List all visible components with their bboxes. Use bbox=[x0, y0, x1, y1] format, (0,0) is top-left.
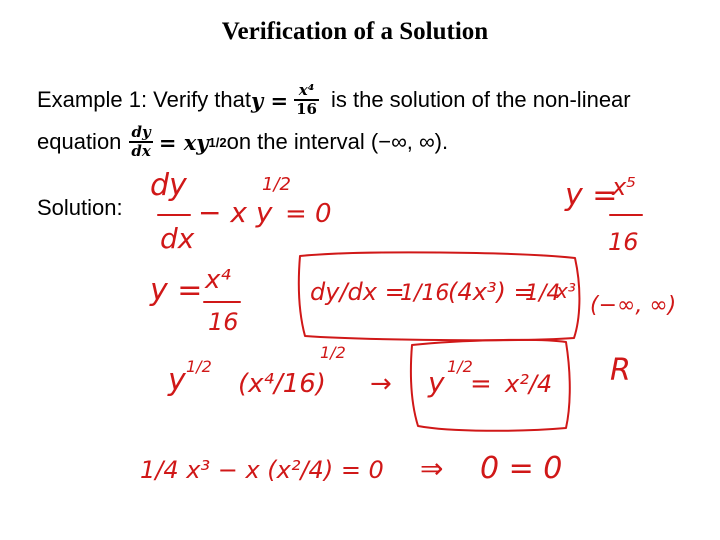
hw-four-x3: (4x³) = bbox=[448, 278, 534, 306]
dx-denominator: dx bbox=[131, 142, 151, 160]
hw-x4: x⁴ bbox=[205, 265, 231, 295]
hw-eq-zero-1: = 0 bbox=[285, 199, 332, 229]
hw-x3: x³ bbox=[556, 279, 576, 303]
fraction-numerator: x⁴ bbox=[298, 81, 315, 99]
slide-title: Verification of a Solution bbox=[221, 18, 489, 45]
example-prefix: Example 1: Verify that bbox=[37, 87, 251, 112]
hw-right-16: 16 bbox=[608, 228, 639, 256]
hw-dy-dx-eq: dy/dx = bbox=[310, 278, 405, 306]
hw-arrow-1: → bbox=[370, 369, 392, 399]
hw-implies: ⇒ bbox=[420, 452, 444, 485]
eq-y: y = bbox=[251, 87, 289, 113]
dy-numerator: dy bbox=[131, 123, 151, 141]
hw-interval: (−∞, ∞) bbox=[590, 293, 677, 318]
hw-half-1: 1/2 bbox=[262, 174, 291, 195]
hw-y-eq: y = bbox=[150, 273, 203, 308]
example-suffix: is the solution of the non-linear bbox=[330, 87, 631, 112]
hw-zero-eq: 0 = 0 bbox=[480, 451, 563, 486]
hw-16: 16 bbox=[208, 308, 239, 336]
hw-dy: dy bbox=[150, 168, 187, 203]
hw-one-fourth: 1/4 bbox=[525, 281, 561, 306]
equation-label: equation bbox=[37, 129, 122, 154]
hw-right-y: y = bbox=[565, 178, 618, 213]
hw-one-sixteenth: 1/16 bbox=[400, 281, 450, 306]
hw-half-3: 1/2 bbox=[320, 343, 346, 362]
hw-y-half-boxed: y bbox=[428, 366, 445, 399]
hw-y-half: y bbox=[168, 363, 186, 398]
hw-half-2: 1/2 bbox=[186, 357, 212, 376]
fraction-denominator: 16 bbox=[296, 100, 317, 118]
hw-half-4: 1/2 bbox=[447, 357, 473, 376]
rhs-exponent: 1/2 bbox=[208, 134, 227, 150]
hw-bottom-left: 1/4 x³ − x (x²/4) = 0 bbox=[140, 456, 384, 484]
hw-big-r: R bbox=[610, 353, 631, 388]
interval-text: on the interval (−∞, ∞). bbox=[226, 129, 449, 154]
rhs-xy: = xy bbox=[158, 129, 209, 155]
hw-eq-sign: = bbox=[470, 369, 492, 399]
hw-x2-over-4: x²/4 bbox=[505, 370, 553, 398]
solution-label: Solution: bbox=[37, 195, 123, 220]
hw-minus-xy: − x y bbox=[198, 196, 273, 229]
hw-dx: dx bbox=[160, 222, 195, 255]
hw-paren-x4-16: (x⁴/16) bbox=[238, 369, 326, 399]
hw-right-x5: x⁵ bbox=[612, 173, 636, 201]
